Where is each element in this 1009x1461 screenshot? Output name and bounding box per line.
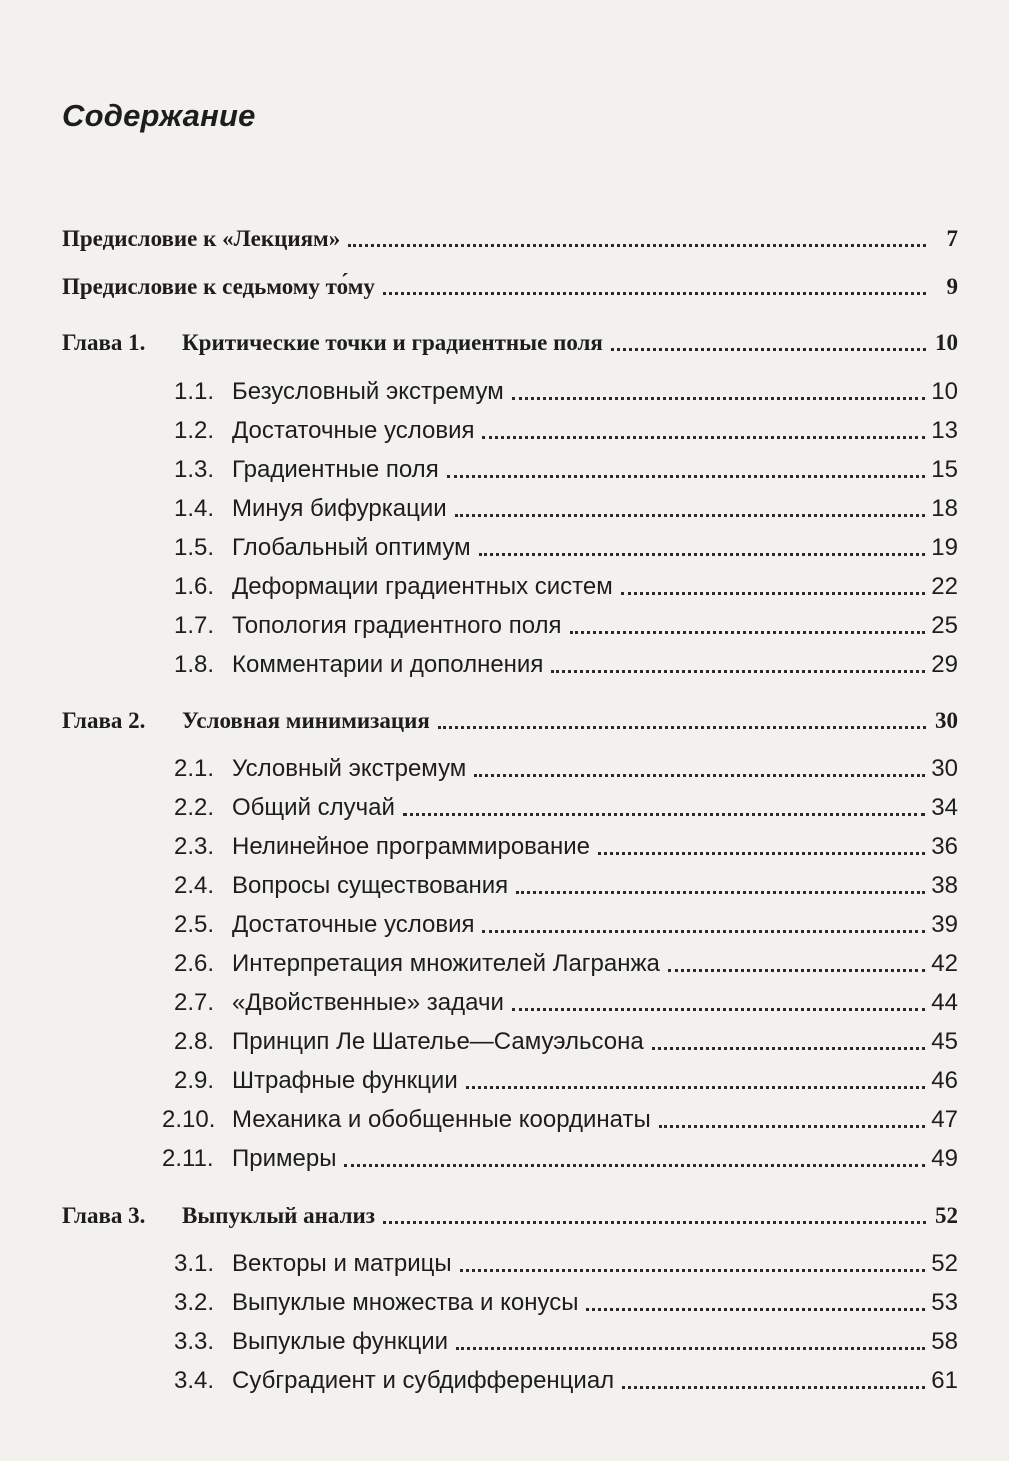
entry-number: 2.10.	[162, 1106, 216, 1133]
page-number: 18	[931, 495, 958, 522]
toc-section-entry	[62, 414, 958, 448]
entry-number: 2.5.	[174, 911, 215, 938]
toc-chapter-entry	[62, 326, 958, 360]
page-number: 58	[931, 1328, 958, 1355]
entry-number: Глава 2.	[62, 708, 146, 733]
leader-dots	[622, 1386, 925, 1389]
page-number: 52	[931, 1250, 958, 1277]
leader-dots	[403, 813, 925, 816]
entry-number: 2.4.	[174, 872, 215, 899]
leader-dots	[512, 1008, 925, 1011]
toc-section-entry	[62, 1025, 958, 1059]
page-number: 53	[931, 1289, 958, 1316]
entry-number: 2.8.	[174, 1028, 215, 1055]
page-title: Содержание	[62, 98, 256, 133]
entry-title: Предисловие к «Лекциям»	[62, 226, 341, 251]
entry-title: Штрафные функции	[232, 1067, 458, 1094]
page-number: 22	[931, 573, 958, 600]
toc-section-entry	[62, 1364, 958, 1398]
toc-section-entry	[62, 375, 958, 409]
page-number: 38	[931, 872, 958, 899]
page-number: 34	[931, 794, 958, 821]
entry-title: Предисловие к седьмому то́му	[62, 274, 375, 299]
entry-title: Градиентные поля	[232, 456, 439, 483]
entry-number: 1.6.	[174, 573, 215, 600]
entry-number: 2.9.	[174, 1067, 215, 1094]
page-number: 36	[931, 833, 958, 860]
toc-section-entry	[62, 1064, 958, 1098]
entry-number: 2.7.	[174, 989, 215, 1016]
toc-preface-entry	[62, 270, 958, 304]
entry-title: Принцип Ле Шателье—Самуэльсона	[232, 1028, 644, 1055]
page-number: 44	[931, 989, 958, 1016]
leader-dots	[512, 397, 926, 400]
toc-section-entry	[62, 648, 958, 682]
entry-number: Глава 1.	[62, 330, 146, 355]
toc-section-entry	[62, 752, 958, 786]
page-number: 19	[931, 534, 958, 561]
entry-title: Вопросы существования	[232, 872, 509, 899]
toc-chapter-entry	[62, 704, 958, 738]
leader-dots	[438, 726, 926, 729]
entry-number: 2.11.	[162, 1145, 214, 1172]
entry-number: 2.1.	[174, 755, 215, 782]
leader-dots	[668, 969, 925, 972]
toc-preface-entry	[62, 222, 958, 256]
entry-number: 3.4.	[174, 1367, 215, 1394]
page-number: 49	[931, 1145, 958, 1172]
entry-title: Глобальный оптимум	[232, 534, 471, 561]
toc-section-entry	[62, 1247, 958, 1281]
toc-section-entry	[62, 531, 958, 565]
page-number: 10	[931, 378, 958, 405]
entry-title: Минуя бифуркации	[232, 495, 447, 522]
entry-title: Механика и обобщенные координаты	[232, 1106, 651, 1133]
entry-title: Достаточные условия	[232, 911, 475, 938]
toc-section-entry	[62, 869, 958, 903]
leader-dots	[598, 852, 925, 855]
leader-dots	[611, 348, 926, 351]
page-number: 61	[931, 1367, 958, 1394]
leader-dots	[474, 774, 925, 777]
leader-dots	[652, 1047, 926, 1050]
page-number: 42	[931, 950, 958, 977]
leader-dots	[621, 592, 926, 595]
entry-number: 1.1.	[174, 378, 215, 405]
page-number: 30	[935, 708, 958, 733]
entry-title: Векторы и матрицы	[232, 1250, 452, 1277]
toc-section-entry	[62, 986, 958, 1020]
entry-number: 1.2.	[174, 417, 215, 444]
entry-number: Глава 3.	[62, 1203, 146, 1228]
toc-section-entry	[62, 947, 958, 981]
entry-title: Критические точки и градиентные поля	[182, 330, 603, 355]
entry-number: 1.5.	[174, 534, 215, 561]
page-number: 7	[946, 226, 958, 251]
page-number: 10	[935, 330, 958, 355]
leader-dots	[466, 1086, 926, 1089]
entry-title: Примеры	[232, 1145, 337, 1172]
leader-dots	[586, 1308, 925, 1311]
leader-dots	[447, 475, 926, 478]
toc-section-entry	[62, 908, 958, 942]
page-number: 52	[935, 1203, 958, 1228]
leader-dots	[482, 930, 925, 933]
leader-dots	[456, 1347, 925, 1350]
toc-chapter-entry	[62, 1199, 958, 1233]
toc-section-entry	[62, 1142, 958, 1176]
page-number: 45	[931, 1028, 958, 1055]
entry-number: 3.2.	[174, 1289, 215, 1316]
leader-dots	[383, 292, 926, 295]
entry-title: Достаточные условия	[232, 417, 475, 444]
entry-number: 3.1.	[174, 1250, 215, 1277]
page-number: 46	[931, 1067, 958, 1094]
entry-title: Выпуклый анализ	[182, 1203, 376, 1228]
toc-section-entry	[62, 492, 958, 526]
entry-title: Топология градиентного поля	[232, 612, 562, 639]
page-number: 39	[931, 911, 958, 938]
entry-number: 1.8.	[174, 651, 215, 678]
page-number: 15	[931, 456, 958, 483]
leader-dots	[516, 891, 925, 894]
entry-number: 2.6.	[174, 950, 215, 977]
leader-dots	[383, 1221, 926, 1224]
entry-title: Безусловный экстремум	[232, 378, 504, 405]
leader-dots	[455, 514, 926, 517]
entry-title: Деформации градиентных систем	[232, 573, 613, 600]
page-number: 47	[931, 1106, 958, 1133]
page-number: 30	[931, 755, 958, 782]
entry-title: Нелинейное программирование	[232, 833, 590, 860]
entry-title: Комментарии и дополнения	[232, 651, 544, 678]
toc-section-entry	[62, 1103, 958, 1137]
leader-dots	[348, 244, 926, 247]
entry-number: 3.3.	[174, 1328, 215, 1355]
entry-number: 1.3.	[174, 456, 215, 483]
leader-dots	[570, 631, 926, 634]
toc-section-entry	[62, 453, 958, 487]
toc-section-entry	[62, 570, 958, 604]
page-number: 9	[946, 274, 958, 299]
entry-title: Условная минимизация	[182, 708, 430, 733]
toc-section-entry	[62, 791, 958, 825]
page-number: 25	[931, 612, 958, 639]
leader-dots	[460, 1269, 926, 1272]
page-number: 13	[931, 417, 958, 444]
entry-title: Общий случай	[232, 794, 395, 821]
leader-dots	[344, 1164, 925, 1167]
entry-number: 2.2.	[174, 794, 215, 821]
toc-section-entry	[62, 609, 958, 643]
entry-title: «Двойственные» задачи	[232, 989, 504, 1016]
leader-dots	[479, 553, 926, 556]
entry-title: Выпуклые функции	[232, 1328, 449, 1355]
leader-dots	[551, 670, 925, 673]
toc-section-entry	[62, 1325, 958, 1359]
entry-number: 1.4.	[174, 495, 215, 522]
entry-title: Субградиент и субдифференциал	[232, 1367, 615, 1394]
entry-title: Условный экстремум	[232, 755, 467, 782]
entry-number: 2.3.	[174, 833, 215, 860]
toc-section-entry	[62, 1286, 958, 1320]
page-number: 29	[931, 651, 958, 678]
toc-section-entry	[62, 830, 958, 864]
entry-title: Выпуклые множества и конусы	[232, 1289, 579, 1316]
leader-dots	[659, 1125, 926, 1128]
leader-dots	[482, 436, 925, 439]
entry-number: 1.7.	[174, 612, 215, 639]
entry-title: Интерпретация множителей Лагранжа	[232, 950, 660, 977]
